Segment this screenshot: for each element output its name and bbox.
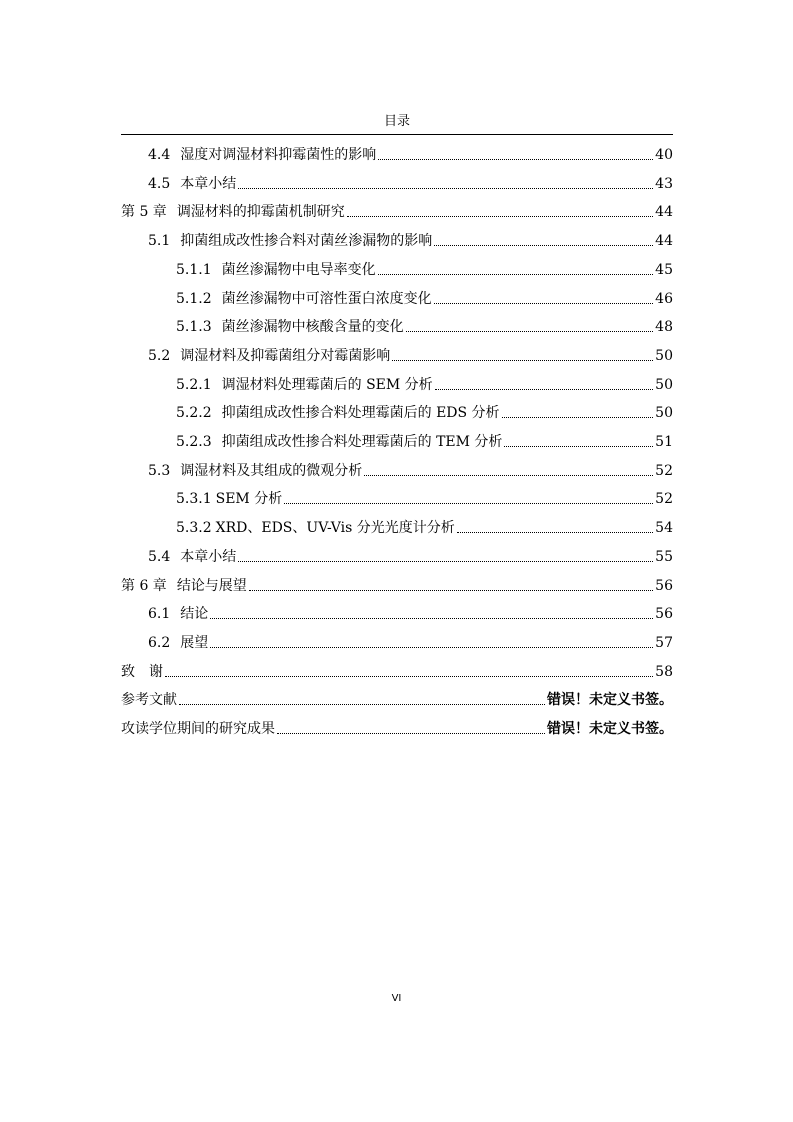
- toc-entry-page: 51: [655, 434, 673, 450]
- toc-entry-error-text: 错误！未定义书签。: [547, 692, 673, 709]
- toc-entry-page: 54: [655, 520, 673, 537]
- toc-entry-page: 56: [655, 606, 673, 623]
- toc-entry[interactable]: [176, 258, 673, 282]
- toc-entry[interactable]: [148, 602, 673, 626]
- toc-entry-title: 湿度对调湿材料抑霉菌性的影响: [180, 147, 377, 163]
- toc-entry-title: 参考文献: [121, 692, 177, 709]
- toc-entry-number: 5.1.1: [176, 261, 212, 278]
- toc-dot-leader: [502, 416, 654, 418]
- toc-dot-leader: [277, 732, 545, 734]
- toc-entry-number: 5.3.1: [176, 491, 212, 508]
- toc-entry-error-text: 错误！未定义书签。: [547, 721, 673, 737]
- toc-entry-number: 5.1.3: [176, 319, 212, 336]
- toc-dot-leader: [179, 703, 545, 705]
- toc-entry-number: 5.1: [148, 233, 171, 250]
- toc-entry-title: 抑菌组成改性掺合料对菌丝渗漏物的影响: [180, 233, 433, 250]
- toc-entry-number: 5.1.2: [176, 290, 212, 307]
- toc-entry-title: XRD、EDS、UV-Vis 分光光度计分析: [215, 520, 455, 537]
- toc-entry-page: 58: [655, 663, 673, 680]
- toc-entry[interactable]: [176, 373, 673, 397]
- toc-entry[interactable]: [176, 315, 673, 339]
- toc-dot-leader: [378, 158, 653, 160]
- toc-entry-title: 菌丝渗漏物中可溶性蛋白浓度变化: [221, 290, 432, 307]
- toc-entry-page: 52: [655, 462, 673, 479]
- toc-entry-number: 4.5: [148, 175, 171, 192]
- toc-dot-leader: [457, 531, 653, 533]
- toc-entry[interactable]: [176, 487, 673, 511]
- toc-dot-leader: [378, 273, 654, 275]
- toc-dot-leader: [434, 244, 653, 246]
- toc-entry[interactable]: [148, 172, 673, 196]
- toc-entry-number: 5.3: [148, 462, 171, 479]
- toc-entry[interactable]: [148, 459, 673, 483]
- toc-entry-page: 45: [655, 261, 673, 278]
- toc-entry-page: 48: [655, 319, 673, 336]
- toc-entry-title: 菌丝渗漏物中电导率变化: [221, 261, 376, 278]
- toc-entry-number: 5.2: [148, 347, 171, 364]
- toc-dot-leader: [238, 187, 653, 189]
- toc-entry-number: 5.3.2: [176, 520, 212, 537]
- toc-entry-page: 50: [655, 376, 673, 393]
- toc-dot-leader: [434, 302, 654, 304]
- toc-entry[interactable]: [176, 401, 673, 425]
- toc-entry[interactable]: [176, 516, 673, 540]
- toc-entry-page: 44: [655, 204, 673, 221]
- toc-entry[interactable]: [121, 574, 673, 598]
- toc-entry[interactable]: [121, 717, 673, 741]
- toc-entry-page: 57: [655, 634, 673, 651]
- toc-entry-page: 40: [655, 147, 673, 163]
- toc-entry-title: 结论: [180, 606, 209, 623]
- toc-dot-leader: [504, 445, 653, 447]
- toc-entry-title: 本章小结: [180, 548, 237, 565]
- toc-entry-title: 调湿材料处理霉菌后的 SEM 分析: [221, 376, 433, 393]
- toc-entry-title: 调湿材料的抑霉菌机制研究: [176, 204, 345, 221]
- toc-entry-number: 6.1: [148, 606, 171, 623]
- toc-entry-title: 调湿材料及其组成的微观分析: [180, 462, 363, 479]
- toc-entry-page: 55: [655, 548, 673, 565]
- header-rule: [121, 134, 673, 135]
- toc-dot-leader: [347, 215, 653, 217]
- toc-entry-number: 6.2: [148, 634, 171, 651]
- toc-entry[interactable]: [121, 660, 673, 684]
- toc-entry[interactable]: [148, 631, 673, 655]
- toc-entry-page: 50: [655, 405, 673, 422]
- toc-entry[interactable]: [121, 200, 673, 224]
- toc-entry-page: 50: [655, 347, 673, 364]
- toc-entry-number: 5.2.3: [176, 434, 212, 450]
- toc-entry[interactable]: [121, 688, 673, 712]
- page-number: VI: [391, 993, 402, 1004]
- toc-entry-number: 第 5 章: [121, 204, 167, 221]
- running-head: 目录: [383, 114, 410, 129]
- toc-entry-number: 5.4: [148, 548, 171, 565]
- toc-entry-title: 攻读学位期间的研究成果: [121, 721, 275, 737]
- toc-dot-leader: [210, 646, 653, 648]
- toc-entry-title: 抑菌组成改性掺合料处理霉菌后的 TEM 分析: [221, 434, 503, 450]
- toc-dot-leader: [249, 589, 653, 591]
- toc-entry[interactable]: [148, 344, 673, 368]
- toc-entry-page: 44: [655, 233, 673, 250]
- toc-entry-title: 本章小结: [180, 175, 237, 192]
- toc-entry-number: 5.2.1: [176, 376, 212, 393]
- toc-entry[interactable]: [148, 229, 673, 253]
- toc-entry-title: 展望: [180, 634, 209, 651]
- toc-dot-leader: [284, 502, 653, 504]
- toc-entry-title: 抑菌组成改性掺合料处理霉菌后的 EDS 分析: [221, 405, 500, 422]
- toc-entry-page: 46: [655, 290, 673, 307]
- toc-entry-title: 结论与展望: [176, 577, 247, 594]
- toc-entry[interactable]: [148, 545, 673, 569]
- toc-entry[interactable]: [176, 287, 673, 311]
- toc-entry-title: 调湿材料及抑霉菌组分对霉菌影响: [180, 347, 391, 364]
- toc-dot-leader: [392, 359, 653, 361]
- toc-dot-leader: [364, 474, 653, 476]
- toc-entry-page: 52: [655, 491, 673, 508]
- toc-dot-leader: [435, 388, 654, 390]
- toc-entry-number: 4.4: [148, 147, 171, 163]
- toc-entry[interactable]: [148, 143, 673, 167]
- toc-entry-title: 致 谢: [121, 663, 163, 680]
- toc-entry-page: 56: [655, 577, 673, 594]
- toc-dot-leader: [406, 330, 654, 332]
- toc-entry-title: 菌丝渗漏物中核酸含量的变化: [221, 319, 404, 336]
- toc-dot-leader: [165, 675, 653, 677]
- toc-entry-title: SEM 分析: [215, 491, 283, 508]
- toc-dot-leader: [210, 617, 653, 619]
- toc-entry-number: 第 6 章: [121, 577, 167, 594]
- toc-dot-leader: [238, 560, 653, 562]
- toc-entry-number: 5.2.2: [176, 405, 212, 422]
- toc-entry-page: 43: [655, 175, 673, 192]
- toc-entry[interactable]: [176, 430, 673, 454]
